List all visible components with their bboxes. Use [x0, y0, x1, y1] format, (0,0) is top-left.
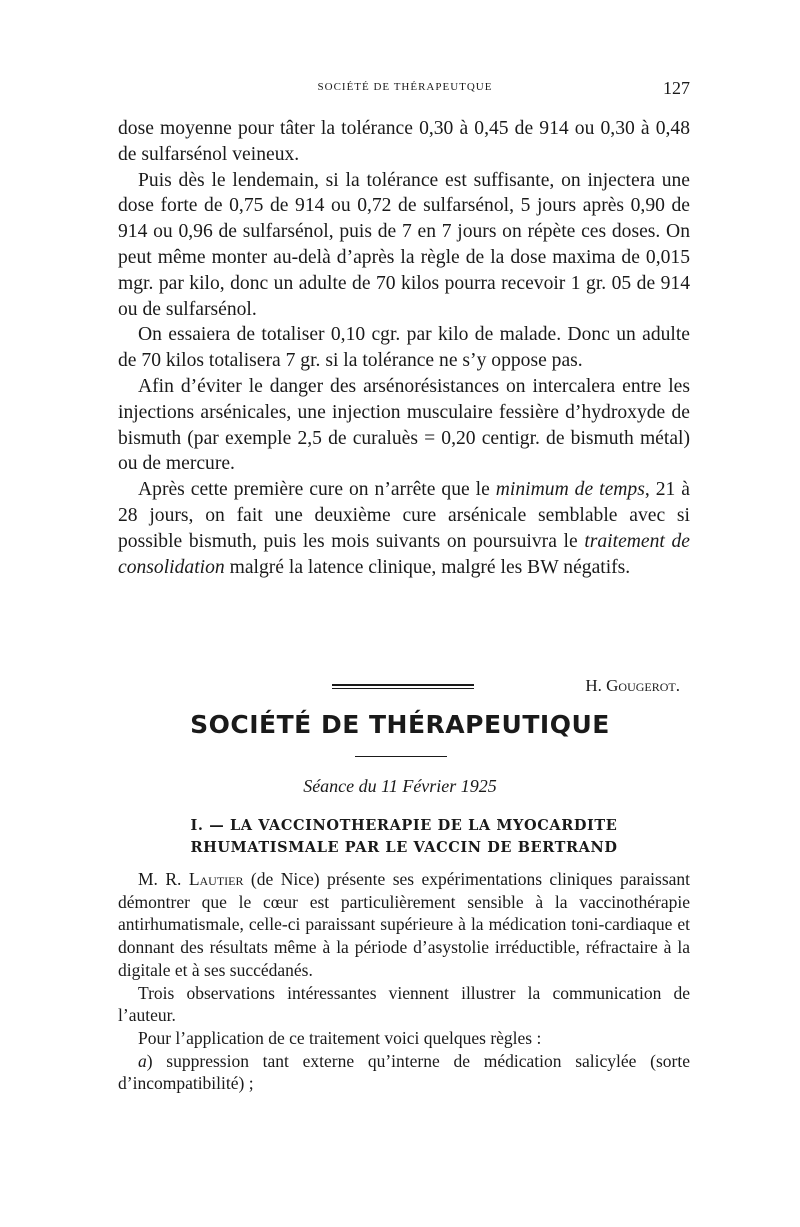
title-rule — [355, 756, 447, 757]
paragraph — [118, 477, 690, 580]
page-number: 127 — [663, 78, 690, 98]
seance-date: Séance du 11 Février 1925 — [303, 776, 497, 796]
text-run: M. R. — [138, 869, 189, 889]
paragraph — [118, 1050, 690, 1095]
running-title: SOCIÉTÉ DE THÉRAPEUTQUE — [317, 81, 493, 93]
paragraph: On essaiera de totaliser 0,10 cgr. par kilo de malade. Donc un adulte de 70 kilos totalisera 7 gr. si la tolérance ne s’y oppose pas. — [118, 324, 690, 372]
paragraph: dose moyenne pour tâter la tolérance 0,30 à 0,45 de 914 ou 0,30 à 0,48 de sulfarsénol veineux. — [118, 118, 690, 165]
article-body — [118, 868, 690, 1095]
text-run: , 21 à 28 jours, on fait une deuxième cure arsénicale semblable avec si possible bismuth, puis les mois suivants on poursuivra le — [118, 479, 690, 552]
text-run: Après cette première cure on n’arrête que le — [138, 479, 496, 501]
paragraph: Afin d’éviter le danger des arsénorésistances on intercalera entre les injections arsénicales, une injection musculaire fessière d’hydroxyde de bismuth (par exemple 2,5 de curaluès = 0,20 centigr. de bismuth métal) ou de mercure. — [118, 375, 690, 475]
paragraph: Puis dès le lendemain, si la tolérance est suffisante, on injectera une dose forte de 0,75 de 914 ou 0,72 de sulfarsénol, 5 jours après 0,90 de 914 ou 0,96 de sulfarsénol, puis de 7 en 7 jours on répète ces doses. On peut même monter au-delà d’après la règle de la dose maxima de 0,015 mgr. par kilo, donc un adulte de 70 kilos pourra recevoir 1 gr. 05 de 914 ou de sulfarsénol. — [118, 169, 690, 320]
paragraph: Pour l’application de ce traitement voici quelques règles : — [138, 1027, 542, 1048]
article-title — [118, 815, 690, 859]
article-continuation — [118, 116, 690, 580]
author-name: Lautier — [188, 869, 244, 889]
signature-text: H. Gougerot. — [585, 676, 680, 695]
paragraph — [118, 868, 690, 982]
running-head — [120, 78, 690, 98]
text-run: (de Nice) présente ses expérimentations cliniques paraissant démontrer que le cœur est particulièrement sensible à la vaccinothérapie antirhumatismale, celle-ci paraissant supérieure à la médication toni-cardiaque et donnant des résultats même à la période d’asystolie irréductible, réfractaire à la digitale et à ses succédanés. — [118, 869, 691, 980]
text-run: malgré la latence clinique, malgré les BW négatifs. — [224, 556, 631, 578]
paragraph: Trois observations intéressantes viennent illustrer la communication de l’auteur. — [118, 982, 690, 1026]
section-title: SOCIÉTÉ DE THÉRAPEUTIQUE — [190, 710, 610, 739]
text-run: ) suppression tant externe qu’interne de médication salicylée (sorte d’incompatibilité) ; — [118, 1050, 690, 1094]
emphasis: minimum de temps — [495, 479, 645, 501]
article-title-line: I. — LA VACCINOTHERAPIE DE LA MYOCARDITE — [190, 817, 618, 834]
emphasis: traitement de consolidation — [118, 530, 690, 578]
list-label: a — [138, 1050, 147, 1071]
article-title-line: RHUMATISMALE PAR LE VACCIN DE BERTRAND — [190, 839, 618, 856]
double-rule — [332, 684, 474, 689]
